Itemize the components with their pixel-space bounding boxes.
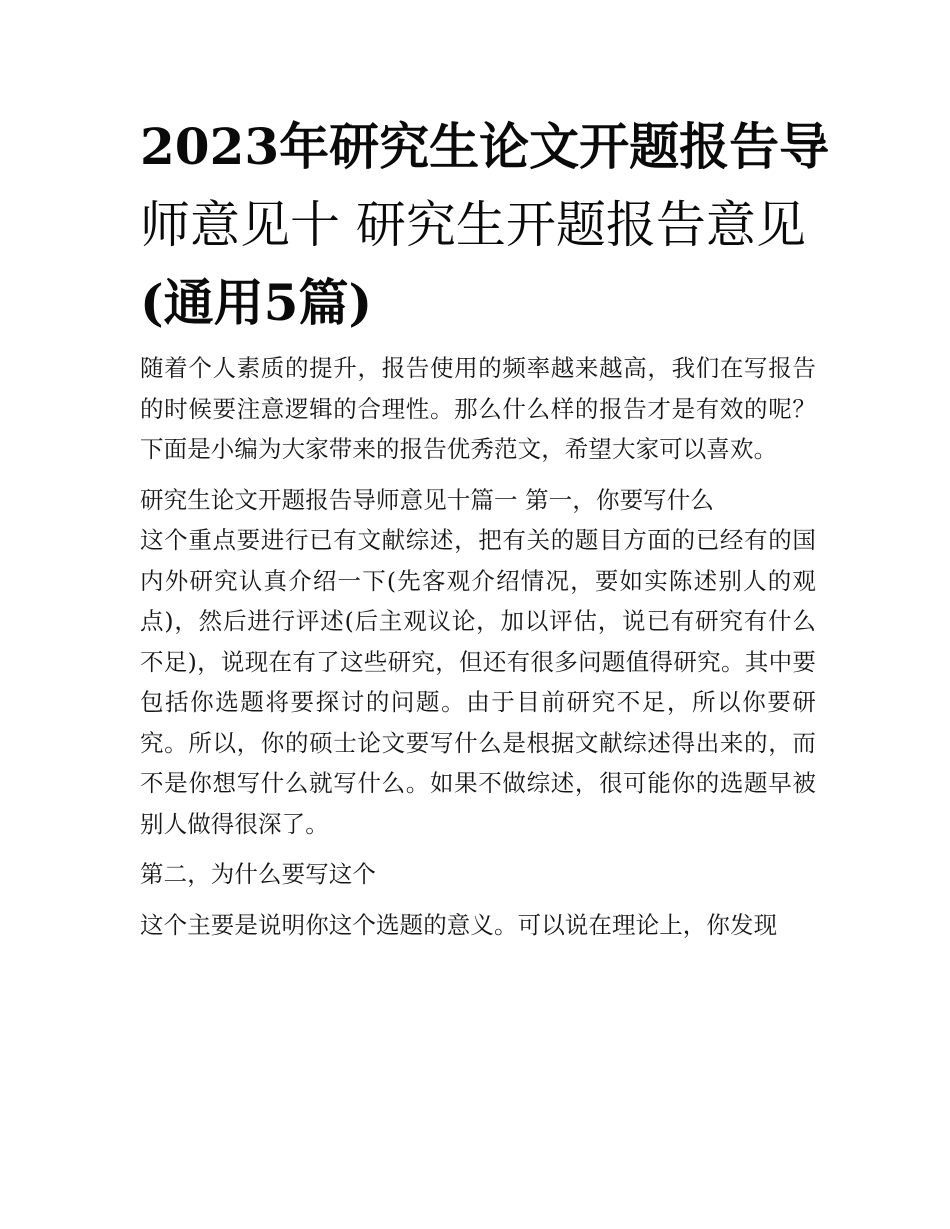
title-line-1: 2023年研究生论文开题报告导 xyxy=(140,117,830,176)
title-line-3: (通用5篇) xyxy=(140,273,373,332)
section-heading-second: 第二，为什么要写这个 xyxy=(140,860,376,888)
document-page xyxy=(140,108,830,945)
body-paragraph-literature-review: 这个重点要进行已有文献综述，把有关的题目方面的已经有的国内外研究认真介绍一下(先客观介绍情况，要如实陈述别人的观点)，然后进行评述(后主观议论，加以评估，说已有研究有什么不足)，说现在有了这些研究，但还有很多问题值得研究。其中要包括你选题将要探讨的问题。由于目前研究不足，所以你要研究。所以，你的硕士论文要写什么是根据文献综述得出来的，而不是你想写什么就写什么。如果不做综述，很可能你的选题早被别人做得很深了。 xyxy=(140,526,816,838)
section-heading-first: 研究生论文开题报告导师意见十篇一 第一，你要写什么 xyxy=(140,485,714,514)
document-title xyxy=(140,108,830,342)
title-line-2: 师意见十 研究生开题报告意见 xyxy=(140,196,806,254)
body-paragraph-significance: 这个主要是说明你这个选题的意义。可以说在理论上，你发现 xyxy=(140,910,778,939)
intro-paragraph: 随着个人素质的提升，报告使用的频率越来越高，我们在写报告的时候要注意逻辑的合理性。那么什么样的报告才是有效的呢？下面是小编为大家带来的报告优秀范文，希望大家可以喜欢。 xyxy=(140,354,816,463)
